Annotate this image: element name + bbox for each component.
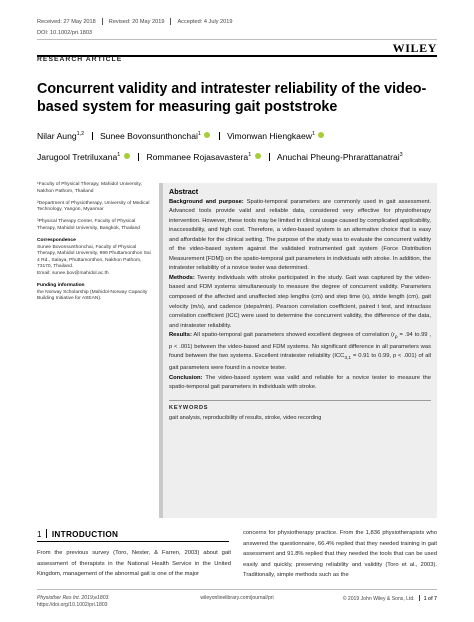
affiliation-marker: 1,2 xyxy=(76,131,85,137)
abstract-box xyxy=(159,183,437,518)
author-divider xyxy=(219,132,220,140)
author-name[interactable]: Anuchai Pheung-Phrarattanatrai xyxy=(276,151,400,162)
author-name[interactable]: Vimonwan Hiengkaew xyxy=(227,130,312,141)
page-number: 1 of 7 xyxy=(423,596,437,602)
date-divider xyxy=(102,18,103,25)
orcid-icon[interactable] xyxy=(255,153,261,159)
journal-website[interactable]: wileyonlinelibrary.com/journal/pri xyxy=(200,595,274,601)
abstract-conclusion xyxy=(169,374,431,393)
affiliation-marker: 1 xyxy=(248,151,252,158)
affiliation-marker: 3 xyxy=(399,151,403,158)
accepted-date: Accepted: 4 July 2019 xyxy=(177,18,233,25)
section-divider xyxy=(46,529,47,538)
methods-label: Methods: xyxy=(169,274,195,281)
header-divider xyxy=(37,39,437,40)
author-name[interactable]: Sunee Bovonsunthonchai xyxy=(99,130,198,141)
results-label: Results: xyxy=(169,332,192,339)
affiliation-2: ²Department of Physiotherapy, University of Medical Technology, Yangon, Myanmar xyxy=(37,200,150,213)
affiliation-3: ³Physical Therapy Center, Faculty of Physical Therapy, Mahidol University, Bangkok, Thailand xyxy=(37,219,141,231)
footer-divider xyxy=(37,589,437,590)
author-divider xyxy=(269,153,270,161)
section-number: 1 xyxy=(37,530,42,539)
orcid-icon[interactable] xyxy=(318,132,324,138)
doi-link[interactable]: https://doi.org/10.1002/pri.1803 xyxy=(37,602,108,608)
conclusion-text: The video-based system was valid and reliable for a novice tester to measure the spatio-temporal gait parameters in individuals with stroke. xyxy=(169,374,431,391)
section-heading xyxy=(37,529,229,539)
affiliation-1: ¹Faculty of Physical Therapy, Mahidol University, Nakhon Pathom, Thailand xyxy=(37,182,142,194)
author-list xyxy=(37,125,437,167)
background-label: Background and purpose: xyxy=(169,198,244,205)
background-text: Spatio-temporal parameters are commonly used in gait assessment. Advanced tools provide valid and reliable data, considered very effective for physiotherapy intervention. However, these tools may be limited in clinical usage caused by complicated applicability, inaccessibility, and high cost. Therefore, a video-based system is an alternative choice that is easy and affordable for the clinical setting. The purpose of the study was to evaluate the concurrent validity of the video-based system against the validated instrumented gait system (Force Distribution Measurement [FDM]) on the spatio-temporal gait parameters in individuals with stroke. In addition, the intratester reliability of a novice tester was determined. xyxy=(169,198,431,272)
footer-copyright xyxy=(287,595,437,603)
affiliation-marker: 1 xyxy=(311,131,315,137)
doi-text: DOI: 10.1002/pri.1803 xyxy=(37,30,93,36)
abstract-results xyxy=(169,331,431,374)
results-subscript: p xyxy=(394,335,398,341)
keywords-heading: KEYWORDS xyxy=(169,404,209,411)
abstract-methods xyxy=(169,274,431,331)
correspondence-heading: Correspondence xyxy=(37,238,76,244)
author-name[interactable]: Nilar Aung xyxy=(37,130,77,141)
results-text: = .94 to.99 , p < .001) between the video-based and FDM systems. No significant difference in all parameters was found between the two systems. Excellent intratester reliability (ICC xyxy=(169,332,432,360)
keywords-divider xyxy=(169,400,431,401)
revised-date: Revised: 20 May 2019 xyxy=(108,18,165,25)
results-subscript: 3,1 xyxy=(344,356,352,362)
conclusion-label: Conclusion: xyxy=(169,374,203,381)
abstract-heading: Abstract xyxy=(169,187,199,196)
author-name[interactable]: Jarugool Tretriluxana xyxy=(37,151,118,162)
body-column-right: concerns for physiotherapy practice. From the 1,836 physiotherapists who answered the questionnaire, 66.4% replied that they needed training in gait assessment and 91.8% replied that they needed the tools that can be used easily and quickly, preserving reliability and validity (Toro et al., 2003). Traditionally, simple methods such as the xyxy=(243,530,437,579)
author-line-1 xyxy=(37,125,437,146)
author-line-2 xyxy=(37,146,437,167)
journal-citation: Physiother Res Int. 2019;e1803. xyxy=(37,595,110,601)
section-underline xyxy=(37,541,229,542)
abstract-background xyxy=(169,198,431,274)
funding-heading: Funding information xyxy=(37,283,85,289)
section-title: INTRODUCTION xyxy=(51,530,119,539)
affiliation-marker: 1 xyxy=(117,151,121,158)
affiliations-column xyxy=(37,182,152,308)
author-divider xyxy=(92,132,93,140)
article-title: Concurrent validity and intratester reliability of the video-based system for measuring gait poststroke xyxy=(37,81,427,115)
correspondence-email[interactable]: Email: sunee.bov@mahidol.ac.th xyxy=(37,271,109,277)
keywords-list: gait analysis, reproducibility of results, stroke, video recording xyxy=(169,414,322,421)
article-dates xyxy=(37,18,233,25)
body-column-left: From the previous survey (Toro, Nester, & Farren, 2003) about gait assessment of therapists in the National Health Service in the United Kingdom, management of the abnormal gait is one of the major xyxy=(37,550,231,578)
author-name[interactable]: Rommanee Rojasavastera xyxy=(146,151,249,162)
date-divider xyxy=(170,18,171,25)
results-text: All spatio-temporal gait parameters showed excellent degrees of correlation (r xyxy=(191,332,395,339)
affiliation-marker: 1 xyxy=(197,131,201,137)
footer-divider-bar xyxy=(419,595,420,601)
correspondence-text: Sunee Bovonsunthonchai, Faculty of Physical Therapy, Mahidol University, 999 Phuttamonthon Sai 4 Rd., Salaya, Phuttamonthon, Nakhon Pathom, 73170, Thailand. xyxy=(37,244,151,270)
received-date: Received: 27 May 2018 xyxy=(37,18,96,25)
footer-citation xyxy=(37,595,187,609)
copyright-text: © 2019 John Wiley & Sons, Ltd. xyxy=(342,596,415,602)
methods-text: Twenty individuals with stroke participated in the study. Gait was captured by the video-based and FDM systems simultaneously to measure the degree of concurrent validity. Parameters composed of the affected and unaffected step lengths (cm) and step time (s), stride length (cm), gait velocity (m/s), and cadence (steps/min). Pearson correlation coefficient, paired t test, and intraclass correlation coefficient (ICC) were used to determine the concurrent validity, the difference of the data, and intratester reliability. xyxy=(169,274,431,329)
orcid-icon[interactable] xyxy=(204,132,210,138)
funding-text: the Norway Scholarship (Mahidol-Norway Capacity Building Initiative for ASEAN). xyxy=(37,289,148,302)
author-divider xyxy=(138,153,139,161)
publisher-logo: WILEY xyxy=(392,41,437,55)
results-text: = 0.91 to 0.99, p < .001) of all gait parameters were found in a novice tester. xyxy=(169,353,431,372)
orcid-icon[interactable] xyxy=(124,153,130,159)
article-type-label: RESEARCH ARTICLE xyxy=(37,56,123,63)
